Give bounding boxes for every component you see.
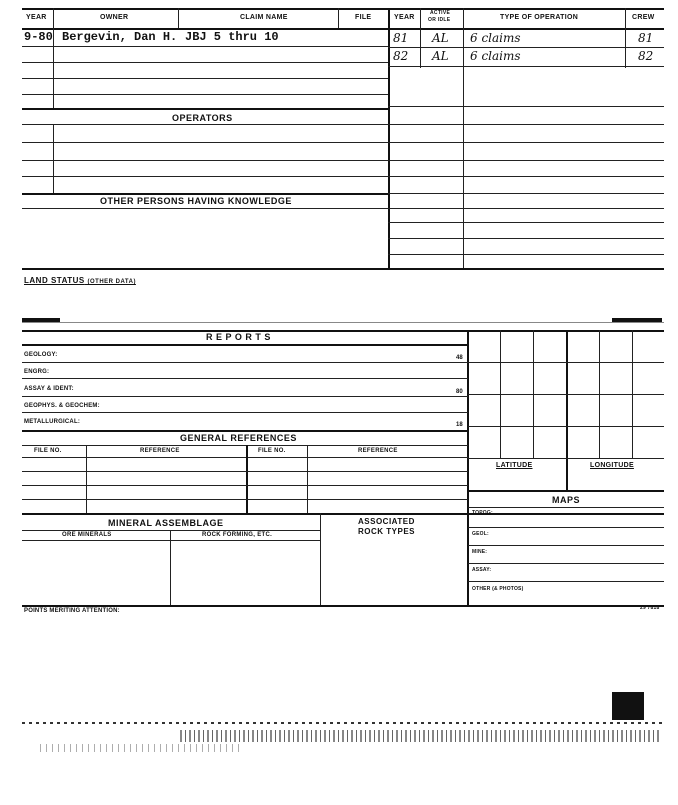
- operators-title: OPERATORS: [172, 113, 233, 123]
- activity-row-1-status: AL: [432, 31, 449, 45]
- act-type-header: TYPE OF OPERATION: [500, 14, 579, 21]
- report-geophys-label: GEOPHYS. & GEOCHEM:: [24, 403, 100, 409]
- map-mine-label: MINE:: [472, 549, 488, 555]
- activity-row-1-crew: 81: [638, 31, 654, 45]
- activity-row-2-type: 6 claims: [470, 49, 521, 63]
- form-number: 29 7818: [640, 605, 660, 611]
- map-geol-label: GEOL:: [472, 531, 489, 537]
- report-geology-label: GEOLOGY:: [24, 352, 58, 358]
- activity-row-1-type: 6 claims: [470, 31, 521, 45]
- claim-owner: Bergevin, Dan H.: [62, 30, 178, 44]
- claim-name: JBJ 5 thru 10: [185, 30, 279, 44]
- col-file-header: FILE: [355, 14, 372, 21]
- latitude-label: LATITUDE: [496, 462, 533, 469]
- points-label: POINTS MERITING ATTENTION:: [24, 608, 120, 614]
- activity-row-1-year: 81: [393, 31, 409, 45]
- report-assay-num: 80: [456, 389, 463, 395]
- report-engrg-label: ENGRG:: [24, 369, 50, 375]
- longitude-label: LONGITUDE: [590, 462, 634, 469]
- report-metallurgical-num: 18: [456, 422, 463, 428]
- ref-file-no-header-1: FILE NO.: [34, 448, 62, 454]
- activity-row-2-crew: 82: [638, 49, 654, 63]
- activity-row-2-year: 82: [393, 49, 409, 63]
- land-status-sublabel: (OTHER DATA): [87, 279, 136, 285]
- act-crew-header: CREW: [632, 14, 655, 21]
- rock-forming-header: ROCK FORMING, ETC.: [202, 532, 273, 538]
- ref-reference-header-1: REFERENCE: [140, 448, 180, 454]
- act-status-header-1: ACTIVE: [430, 10, 451, 16]
- ref-file-no-header-2: FILE NO.: [258, 448, 286, 454]
- mineral-assemblage-title: MINERAL ASSEMBLAGE: [108, 518, 224, 528]
- ref-reference-header-2: REFERENCE: [358, 448, 398, 454]
- col-year-header: YEAR: [26, 14, 47, 21]
- land-status-title: [24, 276, 136, 285]
- maps-title: MAPS: [552, 495, 581, 505]
- map-assay-label: ASSAY:: [472, 567, 492, 573]
- act-status-header-2: OR IDLE: [428, 17, 451, 23]
- col-owner-header: OWNER: [100, 14, 129, 21]
- ore-minerals-header: ORE MINERALS: [62, 532, 112, 538]
- report-geology-num: 48: [456, 355, 463, 361]
- claim-year: 9-80: [24, 30, 53, 44]
- reports-title: R E P O R T S: [206, 332, 271, 342]
- other-persons-title: OTHER PERSONS HAVING KNOWLEDGE: [100, 196, 292, 206]
- map-other-label: OTHER (& PHOTOS): [472, 586, 524, 592]
- col-claim-name-header: CLAIM NAME: [240, 14, 288, 21]
- general-references-title: GENERAL REFERENCES: [180, 433, 297, 443]
- associated-label: ASSOCIATED: [358, 517, 415, 526]
- report-assay-label: ASSAY & IDENT:: [24, 386, 74, 392]
- act-year-header: YEAR: [394, 14, 415, 21]
- rock-types-label: ROCK TYPES: [358, 527, 416, 536]
- map-topog-label: TOPOG:: [472, 510, 493, 516]
- activity-row-2-status: AL: [432, 49, 449, 63]
- report-metallurgical-label: METALLURGICAL:: [24, 419, 81, 425]
- land-status-label: LAND STATUS: [24, 276, 85, 285]
